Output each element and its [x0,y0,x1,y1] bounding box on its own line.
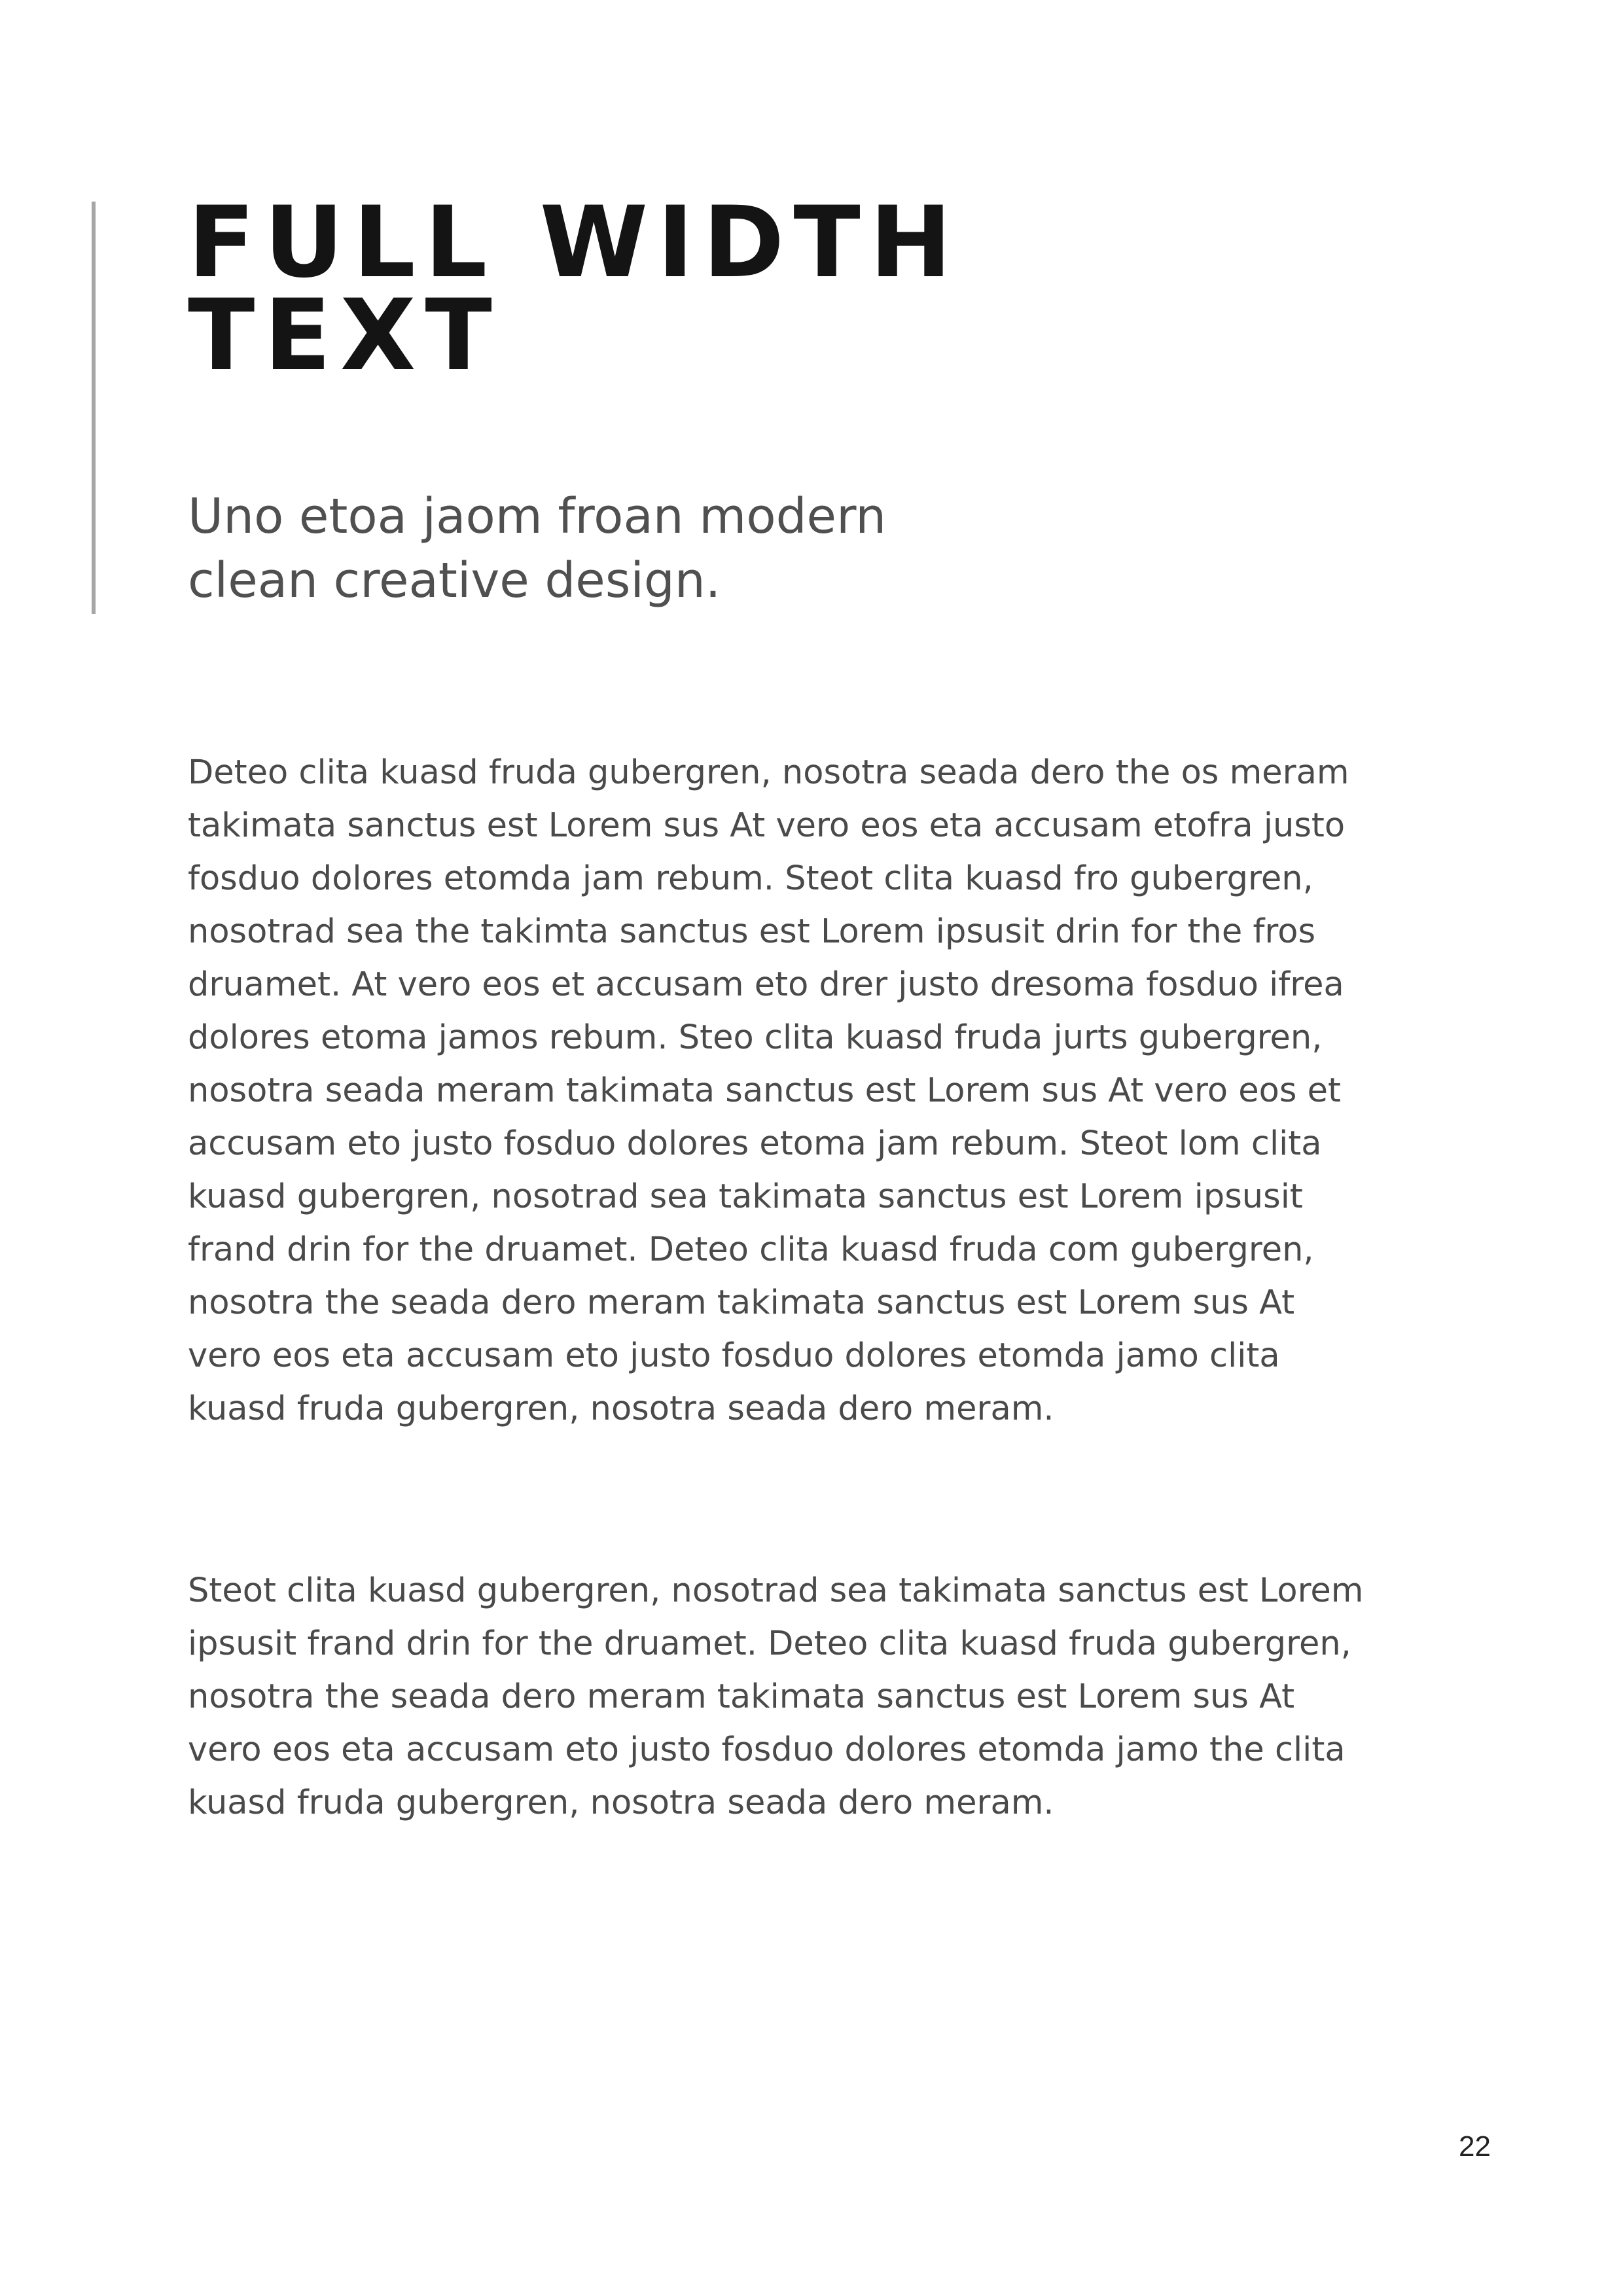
body-paragraph-2 [188,1564,1497,1829]
paragraph-line: kuasd fruda gubergren, nosotra seada dero meram. [188,1390,1054,1428]
paragraph-line: takimata sanctus est Lorem sus At vero eos eta accusam etofra justo [188,806,1346,845]
paragraph-line: nosotra the seada dero meram takimata sanctus est Lorem sus At [188,1283,1295,1322]
heading-line: FULL WIDTH [188,186,961,300]
paragraph-line: dolores etoma jamos rebum. Steo clita kuasd fruda jurts gubergren, [188,1018,1323,1057]
paragraph-line: nosotra the seada dero meram takimata sanctus est Lorem sus At [188,1677,1295,1716]
body-paragraph-1 [188,746,1497,1435]
paragraph-line: kuasd gubergren, nosotrad sea takimata sanctus est Lorem ipsusit [188,1177,1303,1216]
paragraph-line: accusam eto justo fosduo dolores etoma jam rebum. Steot lom clita [188,1124,1322,1163]
paragraph-line: druamet. At vero eos et accusam eto drer justo dresoma fosduo ifrea [188,965,1344,1004]
page-number: 22 [1459,2130,1491,2162]
paragraph-line: ipsusit frand drin for the druamet. Deteo clita kuasd fruda gubergren, [188,1624,1351,1663]
paragraph-line: Deteo clita kuasd fruda gubergren, nosotra seada dero the os meram [188,753,1349,792]
paragraph-line: Steot clita kuasd gubergren, nosotrad sea takimata sanctus est Lorem [188,1571,1364,1610]
paragraph-line: fosduo dolores etomda jam rebum. Steot clita kuasd fro gubergren, [188,859,1313,898]
paragraph-line: kuasd fruda gubergren, nosotra seada dero meram. [188,1784,1054,1822]
vertical-accent-bar [92,202,96,614]
subtitle-line: Uno etoa jaom froan modern [188,488,887,545]
paragraph-line: vero eos eta accusam eto justo fosduo dolores etomda jamo the clita [188,1731,1346,1769]
paragraph-line: vero eos eta accusam eto justo fosduo dolores etomda jamo clita [188,1336,1280,1375]
paragraph-line: nosotrad sea the takimta sanctus est Lorem ipsusit drin for the fros [188,912,1316,951]
subtitle-line: clean creative design. [188,552,721,609]
heading-line: TEXT [188,279,501,393]
page-heading [188,186,1169,393]
page-subtitle [188,484,1104,613]
paragraph-line: frand drin for the druamet. Deteo clita kuasd fruda com gubergren, [188,1230,1314,1269]
paragraph-line: nosotra seada meram takimata sanctus est Lorem sus At vero eos et [188,1071,1341,1110]
